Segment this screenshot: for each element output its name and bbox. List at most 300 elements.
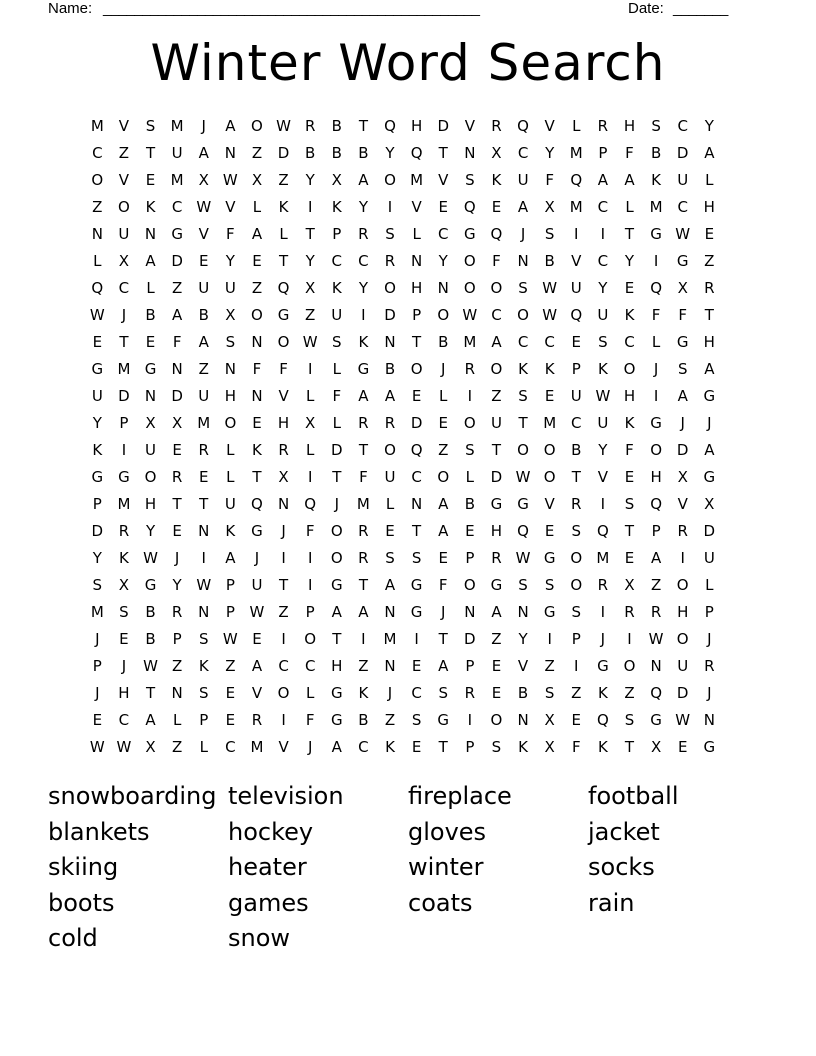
grid-letter[interactable]: U [198,387,210,405]
grid-letter[interactable]: P [571,360,581,378]
grid-letter[interactable]: P [225,603,235,621]
grid-letter[interactable]: M [170,117,184,135]
grid-letter[interactable]: W [143,549,158,567]
grid-letter[interactable]: V [544,117,555,135]
grid-letter[interactable]: K [331,198,342,216]
grid-letter[interactable]: K [597,684,608,702]
grid-letter[interactable]: O [118,198,130,216]
grid-letter[interactable]: U [91,387,103,405]
grid-letter[interactable]: E [92,711,103,729]
grid-letter[interactable]: G [703,387,716,405]
grid-letter[interactable]: R [278,441,289,459]
grid-letter[interactable]: O [463,576,476,594]
grid-letter[interactable]: Z [92,198,103,216]
grid-letter[interactable]: D [703,522,716,540]
grid-letter[interactable]: N [464,144,476,162]
grid-letter[interactable]: C [225,738,236,756]
grid-letter[interactable]: G [490,495,503,513]
grid-letter[interactable]: H [623,117,636,135]
grid-letter[interactable]: E [491,198,502,216]
grid-letter[interactable]: N [277,495,290,513]
grid-letter[interactable]: E [544,522,555,540]
grid-letter[interactable]: A [704,360,715,378]
grid-letter[interactable]: W [222,630,238,648]
grid-letter[interactable]: W [276,117,291,135]
grid-letter[interactable]: S [385,225,395,243]
grid-letter[interactable]: G [171,225,183,243]
grid-letter[interactable]: P [412,306,422,324]
grid-letter[interactable]: W [675,711,691,729]
grid-letter[interactable]: U [224,495,236,513]
grid-letter[interactable]: A [384,387,396,405]
grid-letter[interactable]: U [597,414,609,432]
grid-letter[interactable]: E [438,198,448,216]
grid-letter[interactable]: J [653,360,659,378]
grid-letter[interactable]: L [705,171,714,189]
grid-letter[interactable]: I [653,252,659,270]
grid-letter[interactable]: T [704,306,714,324]
grid-letter[interactable]: M [569,198,583,216]
grid-letter[interactable]: Y [438,252,448,270]
grid-letter[interactable]: X [145,738,156,756]
grid-letter[interactable]: W [89,306,105,324]
grid-letter[interactable]: A [438,657,449,675]
grid-letter[interactable]: Z [171,738,183,756]
grid-letter[interactable]: K [92,441,103,459]
grid-letter[interactable]: G [703,738,716,756]
grid-letter[interactable]: Z [305,306,316,324]
grid-letter[interactable]: Y [518,630,528,648]
grid-letter[interactable]: B [464,495,475,513]
grid-letter[interactable]: C [544,333,555,351]
grid-letter[interactable]: G [144,360,157,378]
grid-letter[interactable]: B [384,360,396,378]
grid-letter[interactable]: Z [171,279,183,297]
grid-letter[interactable]: C [597,198,609,216]
grid-letter[interactable]: Z [118,144,130,162]
grid-letter[interactable]: Z [704,252,715,270]
grid-letter[interactable]: P [704,603,714,621]
grid-letter[interactable]: S [332,333,342,351]
grid-letter[interactable]: D [490,468,503,486]
grid-letter[interactable]: Y [358,279,368,297]
grid-letter[interactable]: Q [650,279,662,297]
grid-letter[interactable]: H [224,387,236,405]
grid-letter[interactable]: S [571,603,582,621]
grid-letter[interactable]: N [437,279,449,297]
grid-letter[interactable]: O [277,333,290,351]
grid-letter[interactable]: I [387,198,393,216]
grid-letter[interactable]: O [543,441,556,459]
grid-letter[interactable]: I [281,630,286,648]
grid-letter[interactable]: I [307,576,313,594]
grid-letter[interactable]: N [517,252,529,270]
grid-letter[interactable]: J [680,414,685,432]
grid-letter[interactable]: L [172,711,182,729]
grid-letter[interactable]: I [467,387,473,405]
grid-letter[interactable]: C [597,252,609,270]
grid-letter[interactable]: W [595,387,611,405]
grid-letter[interactable]: X [677,468,688,486]
grid-letter[interactable]: A [358,387,369,405]
grid-letter[interactable]: I [281,549,286,567]
grid-letter[interactable]: T [145,684,156,702]
grid-letter[interactable]: T [305,225,315,243]
grid-letter[interactable]: J [95,684,100,702]
grid-letter[interactable]: M [410,171,424,189]
grid-letter[interactable]: V [544,495,555,513]
grid-letter[interactable]: Z [225,657,236,675]
grid-letter[interactable]: A [517,198,529,216]
grid-letter[interactable]: Q [277,279,290,297]
grid-letter[interactable]: L [306,387,315,405]
grid-letter[interactable]: G [330,576,343,594]
grid-letter[interactable]: Q [650,495,662,513]
grid-letter[interactable]: V [278,387,289,405]
grid-letter[interactable]: L [625,198,634,216]
grid-letter[interactable]: Q [410,144,423,162]
grid-letter[interactable]: S [198,630,209,648]
grid-letter[interactable]: I [307,468,313,486]
grid-letter[interactable]: G [277,306,290,324]
grid-letter[interactable]: B [305,144,316,162]
grid-letter[interactable]: L [306,441,315,459]
grid-letter[interactable]: P [172,630,182,648]
grid-letter[interactable]: O [490,360,503,378]
grid-letter[interactable]: O [277,684,290,702]
grid-letter[interactable]: Z [491,387,502,405]
grid-letter[interactable]: W [542,279,558,297]
grid-letter[interactable]: F [359,468,368,486]
grid-letter[interactable]: S [518,576,528,594]
grid-letter[interactable]: S [598,333,608,351]
grid-letter[interactable]: C [411,684,422,702]
grid-letter[interactable]: V [571,252,582,270]
grid-letter[interactable]: T [332,468,342,486]
grid-letter[interactable]: D [118,387,130,405]
grid-letter[interactable]: L [412,225,421,243]
grid-letter[interactable]: R [650,603,662,621]
grid-letter[interactable]: S [198,684,209,702]
grid-letter[interactable]: M [569,144,583,162]
grid-letter[interactable]: J [520,225,526,243]
grid-letter[interactable]: I [361,306,366,324]
grid-letter[interactable]: P [465,657,475,675]
grid-letter[interactable]: A [491,603,502,621]
grid-letter[interactable]: Y [545,144,555,162]
grid-letter[interactable]: N [91,225,103,243]
grid-letter[interactable]: A [597,171,609,189]
grid-letter[interactable]: G [650,414,662,432]
grid-letter[interactable]: F [305,711,315,729]
grid-letter[interactable]: E [624,468,635,486]
grid-letter[interactable]: U [517,171,529,189]
grid-letter[interactable]: Y [145,522,156,540]
grid-letter[interactable]: G [437,711,450,729]
grid-letter[interactable]: G [251,522,263,540]
grid-letter[interactable]: B [145,603,156,621]
grid-letter[interactable]: K [198,657,209,675]
grid-letter[interactable]: W [196,576,212,594]
grid-letter[interactable]: Z [278,603,289,621]
grid-letter[interactable]: B [571,441,582,459]
grid-letter[interactable]: R [358,522,369,540]
grid-letter[interactable]: I [600,225,606,243]
grid-letter[interactable]: S [385,549,395,567]
grid-letter[interactable]: P [92,657,102,675]
grid-letter[interactable]: R [171,468,183,486]
grid-letter[interactable]: W [515,468,531,486]
grid-letter[interactable]: X [251,171,263,189]
grid-letter[interactable]: A [438,495,449,513]
grid-letter[interactable]: N [144,225,157,243]
grid-letter[interactable]: H [490,522,503,540]
grid-letter[interactable]: C [358,738,369,756]
grid-letter[interactable]: G [650,225,662,243]
grid-letter[interactable]: J [121,306,127,324]
grid-letter[interactable]: O [623,657,636,675]
grid-letter[interactable]: C [118,711,130,729]
grid-letter[interactable]: T [624,225,635,243]
grid-letter[interactable]: V [278,738,289,756]
grid-letter[interactable]: O [251,306,263,324]
grid-letter[interactable]: F [571,738,581,756]
grid-letter[interactable]: P [651,522,661,540]
grid-letter[interactable]: X [305,279,316,297]
grid-letter[interactable]: O [304,630,317,648]
grid-letter[interactable]: H [331,657,343,675]
grid-letter[interactable]: V [464,117,475,135]
grid-letter[interactable]: C [171,198,183,216]
grid-letter[interactable]: M [543,414,557,432]
grid-letter[interactable]: U [677,657,689,675]
grid-letter[interactable]: A [384,576,396,594]
grid-letter[interactable]: R [597,117,609,135]
grid-letter[interactable]: F [545,171,554,189]
grid-letter[interactable]: C [517,144,529,162]
grid-letter[interactable]: Y [305,171,315,189]
grid-letter[interactable]: B [145,630,156,648]
grid-letter[interactable]: U [597,306,609,324]
grid-letter[interactable]: U [118,225,130,243]
grid-letter[interactable]: X [118,576,130,594]
grid-letter[interactable]: R [198,441,209,459]
grid-letter[interactable]: X [198,171,209,189]
grid-letter[interactable]: R [251,711,263,729]
grid-letter[interactable]: H [623,387,636,405]
grid-letter[interactable]: H [703,198,715,216]
grid-letter[interactable]: V [517,657,529,675]
grid-letter[interactable]: N [384,333,396,351]
grid-letter[interactable]: J [387,684,393,702]
grid-letter[interactable]: I [414,630,419,648]
grid-letter[interactable]: T [358,441,368,459]
grid-letter[interactable]: W [222,171,238,189]
grid-letter[interactable]: N [198,522,210,540]
grid-letter[interactable]: T [358,576,368,594]
grid-letter[interactable]: U [570,279,582,297]
grid-letter[interactable]: M [250,738,264,756]
grid-letter[interactable]: R [118,522,130,540]
grid-letter[interactable]: T [332,630,342,648]
grid-letter[interactable]: S [624,495,635,513]
grid-letter[interactable]: E [544,387,555,405]
grid-letter[interactable]: E [199,252,209,270]
grid-letter[interactable]: S [225,333,236,351]
grid-letter[interactable]: R [491,117,502,135]
grid-letter[interactable]: U [145,441,157,459]
grid-letter[interactable]: J [600,630,606,648]
grid-letter[interactable]: L [332,414,341,432]
grid-letter[interactable]: G [118,468,130,486]
grid-letter[interactable]: F [438,576,448,594]
grid-letter[interactable]: R [384,414,396,432]
grid-letter[interactable]: I [307,360,313,378]
grid-letter[interactable]: P [571,630,581,648]
grid-letter[interactable]: E [145,333,156,351]
grid-letter[interactable]: R [304,117,316,135]
grid-letter[interactable]: O [543,468,556,486]
grid-letter[interactable]: C [92,144,103,162]
grid-letter[interactable]: S [465,441,475,459]
grid-letter[interactable]: S [651,117,661,135]
grid-letter[interactable]: E [438,414,448,432]
grid-letter[interactable]: Y [358,198,368,216]
grid-letter[interactable]: O [676,630,689,648]
grid-letter[interactable]: N [224,360,236,378]
grid-letter[interactable]: C [677,198,688,216]
grid-letter[interactable]: U [198,279,210,297]
grid-letter[interactable]: T [199,495,209,513]
grid-letter[interactable]: D [676,441,689,459]
grid-letter[interactable]: Y [92,414,102,432]
grid-letter[interactable]: X [145,414,156,432]
grid-letter[interactable]: J [201,117,206,135]
grid-letter[interactable]: Z [624,684,635,702]
grid-letter[interactable]: Z [251,144,263,162]
grid-letter[interactable]: Z [544,657,555,675]
grid-letter[interactable]: V [251,684,263,702]
grid-letter[interactable]: L [226,468,235,486]
grid-letter[interactable]: J [441,603,446,621]
grid-letter[interactable]: F [332,387,342,405]
grid-letter[interactable]: Y [624,252,635,270]
grid-letter[interactable]: E [465,522,475,540]
grid-letter[interactable]: A [251,657,263,675]
grid-letter[interactable]: O [463,252,476,270]
grid-letter[interactable]: A [704,441,715,459]
grid-letter[interactable]: D [331,441,343,459]
grid-letter[interactable]: V [677,495,688,513]
grid-letter[interactable]: I [307,198,313,216]
grid-letter[interactable]: A [251,225,263,243]
grid-letter[interactable]: G [543,603,556,621]
grid-letter[interactable]: Y [704,117,714,135]
grid-letter[interactable]: D [437,117,449,135]
grid-letter[interactable]: C [118,279,130,297]
grid-letter[interactable]: T [438,738,448,756]
grid-letter[interactable]: A [198,144,209,162]
grid-letter[interactable]: E [624,279,635,297]
grid-letter[interactable]: T [119,333,129,351]
grid-letter[interactable]: N [251,387,263,405]
grid-letter[interactable]: F [651,306,661,324]
grid-letter[interactable]: F [252,360,262,378]
grid-letter[interactable]: Z [384,711,396,729]
grid-letter[interactable]: X [225,306,236,324]
grid-letter[interactable]: A [225,117,236,135]
grid-letter[interactable]: K [358,333,369,351]
grid-letter[interactable]: I [600,495,606,513]
grid-letter[interactable]: M [117,495,131,513]
grid-letter[interactable]: L [226,441,235,459]
grid-letter[interactable]: H [703,333,715,351]
grid-letter[interactable]: G [597,657,609,675]
grid-letter[interactable]: O [384,279,396,297]
grid-letter[interactable]: Z [491,630,502,648]
grid-letter[interactable]: T [624,738,635,756]
grid-letter[interactable]: X [677,279,688,297]
grid-letter[interactable]: K [491,171,502,189]
grid-letter[interactable]: R [358,549,369,567]
grid-letter[interactable]: L [332,360,341,378]
grid-letter[interactable]: D [91,522,104,540]
grid-letter[interactable]: H [410,279,423,297]
grid-letter[interactable]: O [437,468,450,486]
grid-letter[interactable]: U [331,306,343,324]
grid-letter[interactable]: O [463,414,476,432]
grid-letter[interactable]: J [707,684,712,702]
grid-letter[interactable]: W [302,333,318,351]
grid-letter[interactable]: O [623,360,636,378]
grid-letter[interactable]: T [278,252,289,270]
grid-letter[interactable]: P [332,225,342,243]
grid-letter[interactable]: K [544,360,555,378]
grid-letter[interactable]: S [677,360,688,378]
grid-letter[interactable]: C [571,414,582,432]
grid-letter[interactable]: X [544,198,555,216]
grid-letter[interactable]: E [145,171,156,189]
grid-letter[interactable]: J [707,414,712,432]
grid-letter[interactable]: F [492,252,501,270]
grid-letter[interactable]: N [411,495,423,513]
grid-letter[interactable]: W [675,225,691,243]
grid-letter[interactable]: K [145,198,156,216]
grid-letter[interactable]: N [198,603,210,621]
grid-letter[interactable]: Q [463,198,476,216]
grid-letter[interactable]: G [464,225,476,243]
grid-letter[interactable]: H [410,117,423,135]
grid-letter[interactable]: V [411,198,422,216]
grid-letter[interactable]: K [118,549,129,567]
grid-letter[interactable]: R [171,603,183,621]
grid-letter[interactable]: E [491,657,502,675]
grid-letter[interactable]: T [518,414,528,432]
grid-letter[interactable]: O [676,576,689,594]
grid-letter[interactable]: M [90,603,104,621]
grid-letter[interactable]: I [121,441,127,459]
grid-letter[interactable]: I [653,387,659,405]
grid-letter[interactable]: G [517,495,529,513]
grid-letter[interactable]: R [358,225,369,243]
grid-letter[interactable]: G [410,603,423,621]
grid-letter[interactable]: X [305,414,316,432]
grid-letter[interactable]: M [383,630,397,648]
grid-letter[interactable]: E [385,522,395,540]
grid-letter[interactable]: O [330,549,343,567]
grid-letter[interactable]: B [544,252,555,270]
grid-letter[interactable]: J [307,738,313,756]
